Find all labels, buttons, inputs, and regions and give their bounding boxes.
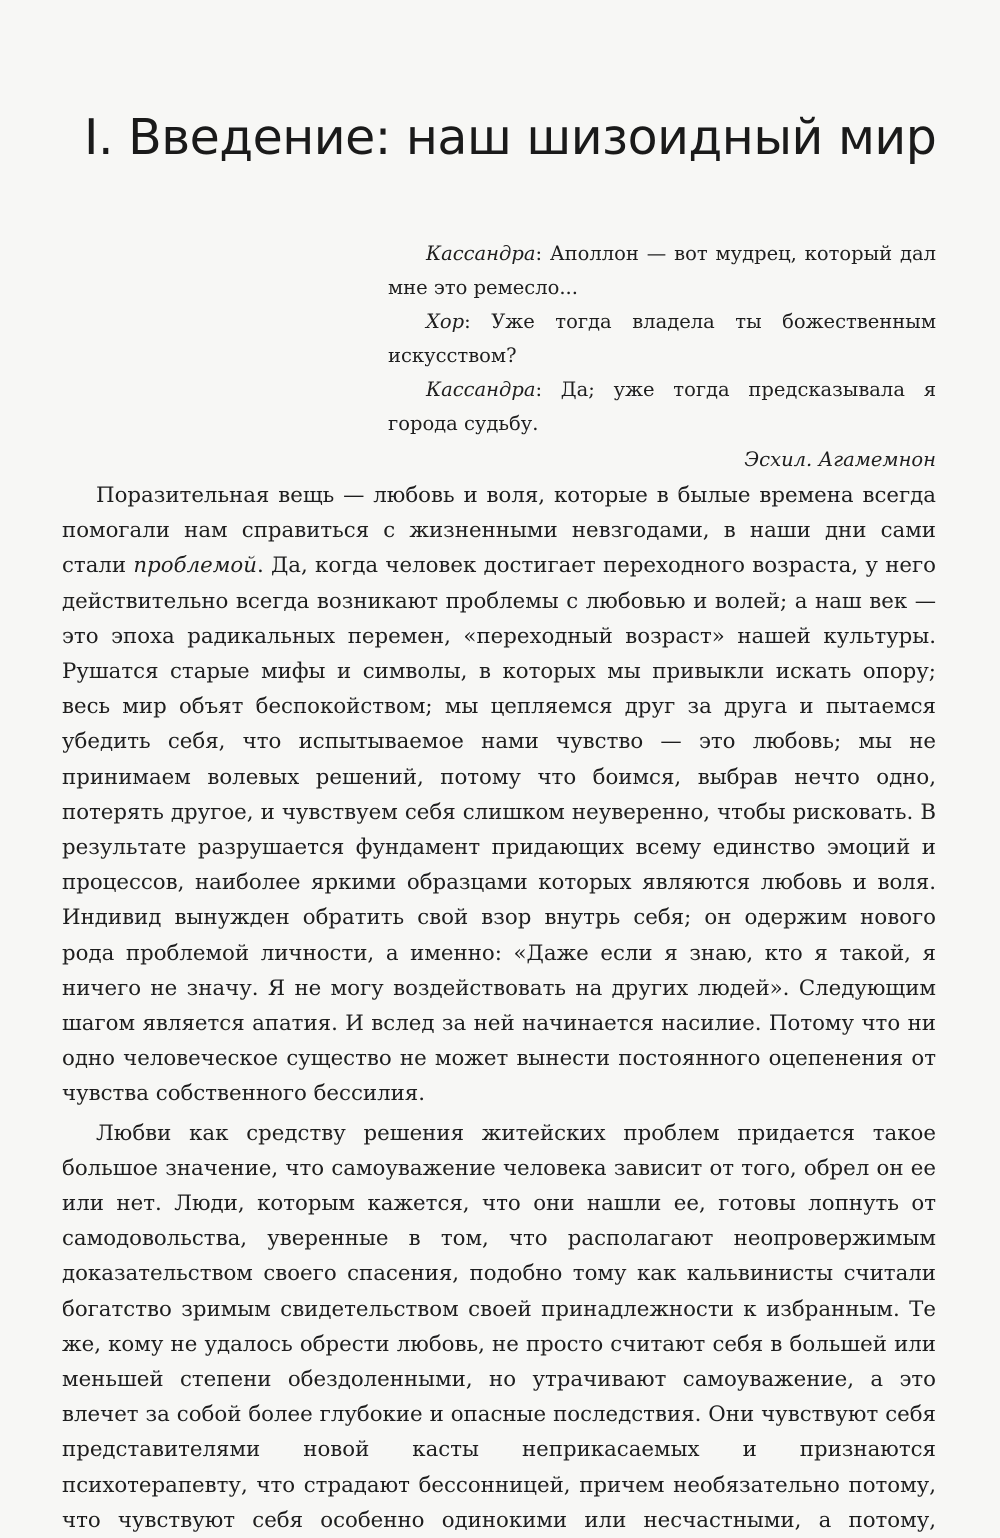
paragraph: Любви как средству решения житейских проблем придается такое большое значение, что самоуважение человека зависит от того, обрел он ее или нет. Люди, которым кажется, что они нашли ее, готовы лопнуть от самодовольства, уверенные в том, что располагают неопровержимым доказательством своего спасения, подобно тому как кальвинисты считали богатство зримым свидетельством своей принадлежности к избранным. Те же, кому не удалось обрести любовь, не просто считают себя в большей или меньшей степени обездоленными, но утрачивают самоуважение, а это влечет за собой более глубокие и опасные последствия. Они чувствуют себя представителями новой касты неприкасаемых и признаются психотерапевту, что страдают бессонницей, причем необязательно потому, что чувствуют себя особенно одинокими или несчастными, а потому,	[62, 1120, 936, 1533]
epigraph-text: : Уже тогда владела ты божественным искусством?	[388, 310, 936, 367]
body-text	[62, 478, 936, 1538]
epigraph-speaker: Кассандра	[426, 378, 536, 401]
epigraph-line	[388, 237, 936, 305]
epigraph-text: : Да; уже тогда предсказывала я города судьбу.	[388, 378, 936, 435]
epigraph	[388, 237, 936, 477]
epigraph-source: Эсхил. Агамемнон	[744, 448, 936, 471]
paragraph	[62, 478, 936, 1112]
epigraph-line	[388, 373, 936, 441]
epigraph-line	[388, 305, 936, 373]
paragraph-text: Поразительная вещь — любовь и воля, которые в былые времена всегда помогали нам справиться с жизненными невзгодами, в наши дни сами стали	[62, 483, 936, 579]
chapter-title: I. Введение: наш шизоидный мир	[84, 109, 937, 166]
epigraph-speaker: Кассандра	[426, 242, 536, 265]
epigraph-text: : Аполлон — вот мудрец, который дал мне это ремесло...	[388, 242, 936, 299]
emphasis-text: проблемой	[133, 553, 257, 579]
epigraph-speaker: Хор	[426, 310, 465, 333]
paragraph-text: . Да, когда человек достигает переходного возраста, у него действительно всегда возникают проблемы с любовью и волей; а наш век — это эпоха радикальных перемен, «переходный возраст» нашей культуры. Рушатся старые мифы и символы, в которых мы привыкли искать опору; весь мир объят беспокойством; мы цепляемся друг за друга и пытаемся убедить себя, что испытываемое нами чувство — это любовь; мы не принимаем волевых решений, потому что боимся, выбрав нечто одно, потерять другое, и чувствуем себя слишком неуверенно, чтобы рисковать. В результате разрушается фундамент придающих всему единство эмоций и процессов, наиболее яркими образцами которых являются любовь и воля. Индивид вынужден обратить свой взор внутрь себя; он одержим нового рода проблемой личности, а именно: «Даже если я знаю, кто я такой, я ничего не значу. Я не могу воздействовать на других людей». Следующим шагом является апатия. И вслед за ней начинается насилие. Потому что ни одно человеческое существо не может вынести постоянного оцепенения от чувства собственного бессилия.	[62, 553, 936, 1107]
